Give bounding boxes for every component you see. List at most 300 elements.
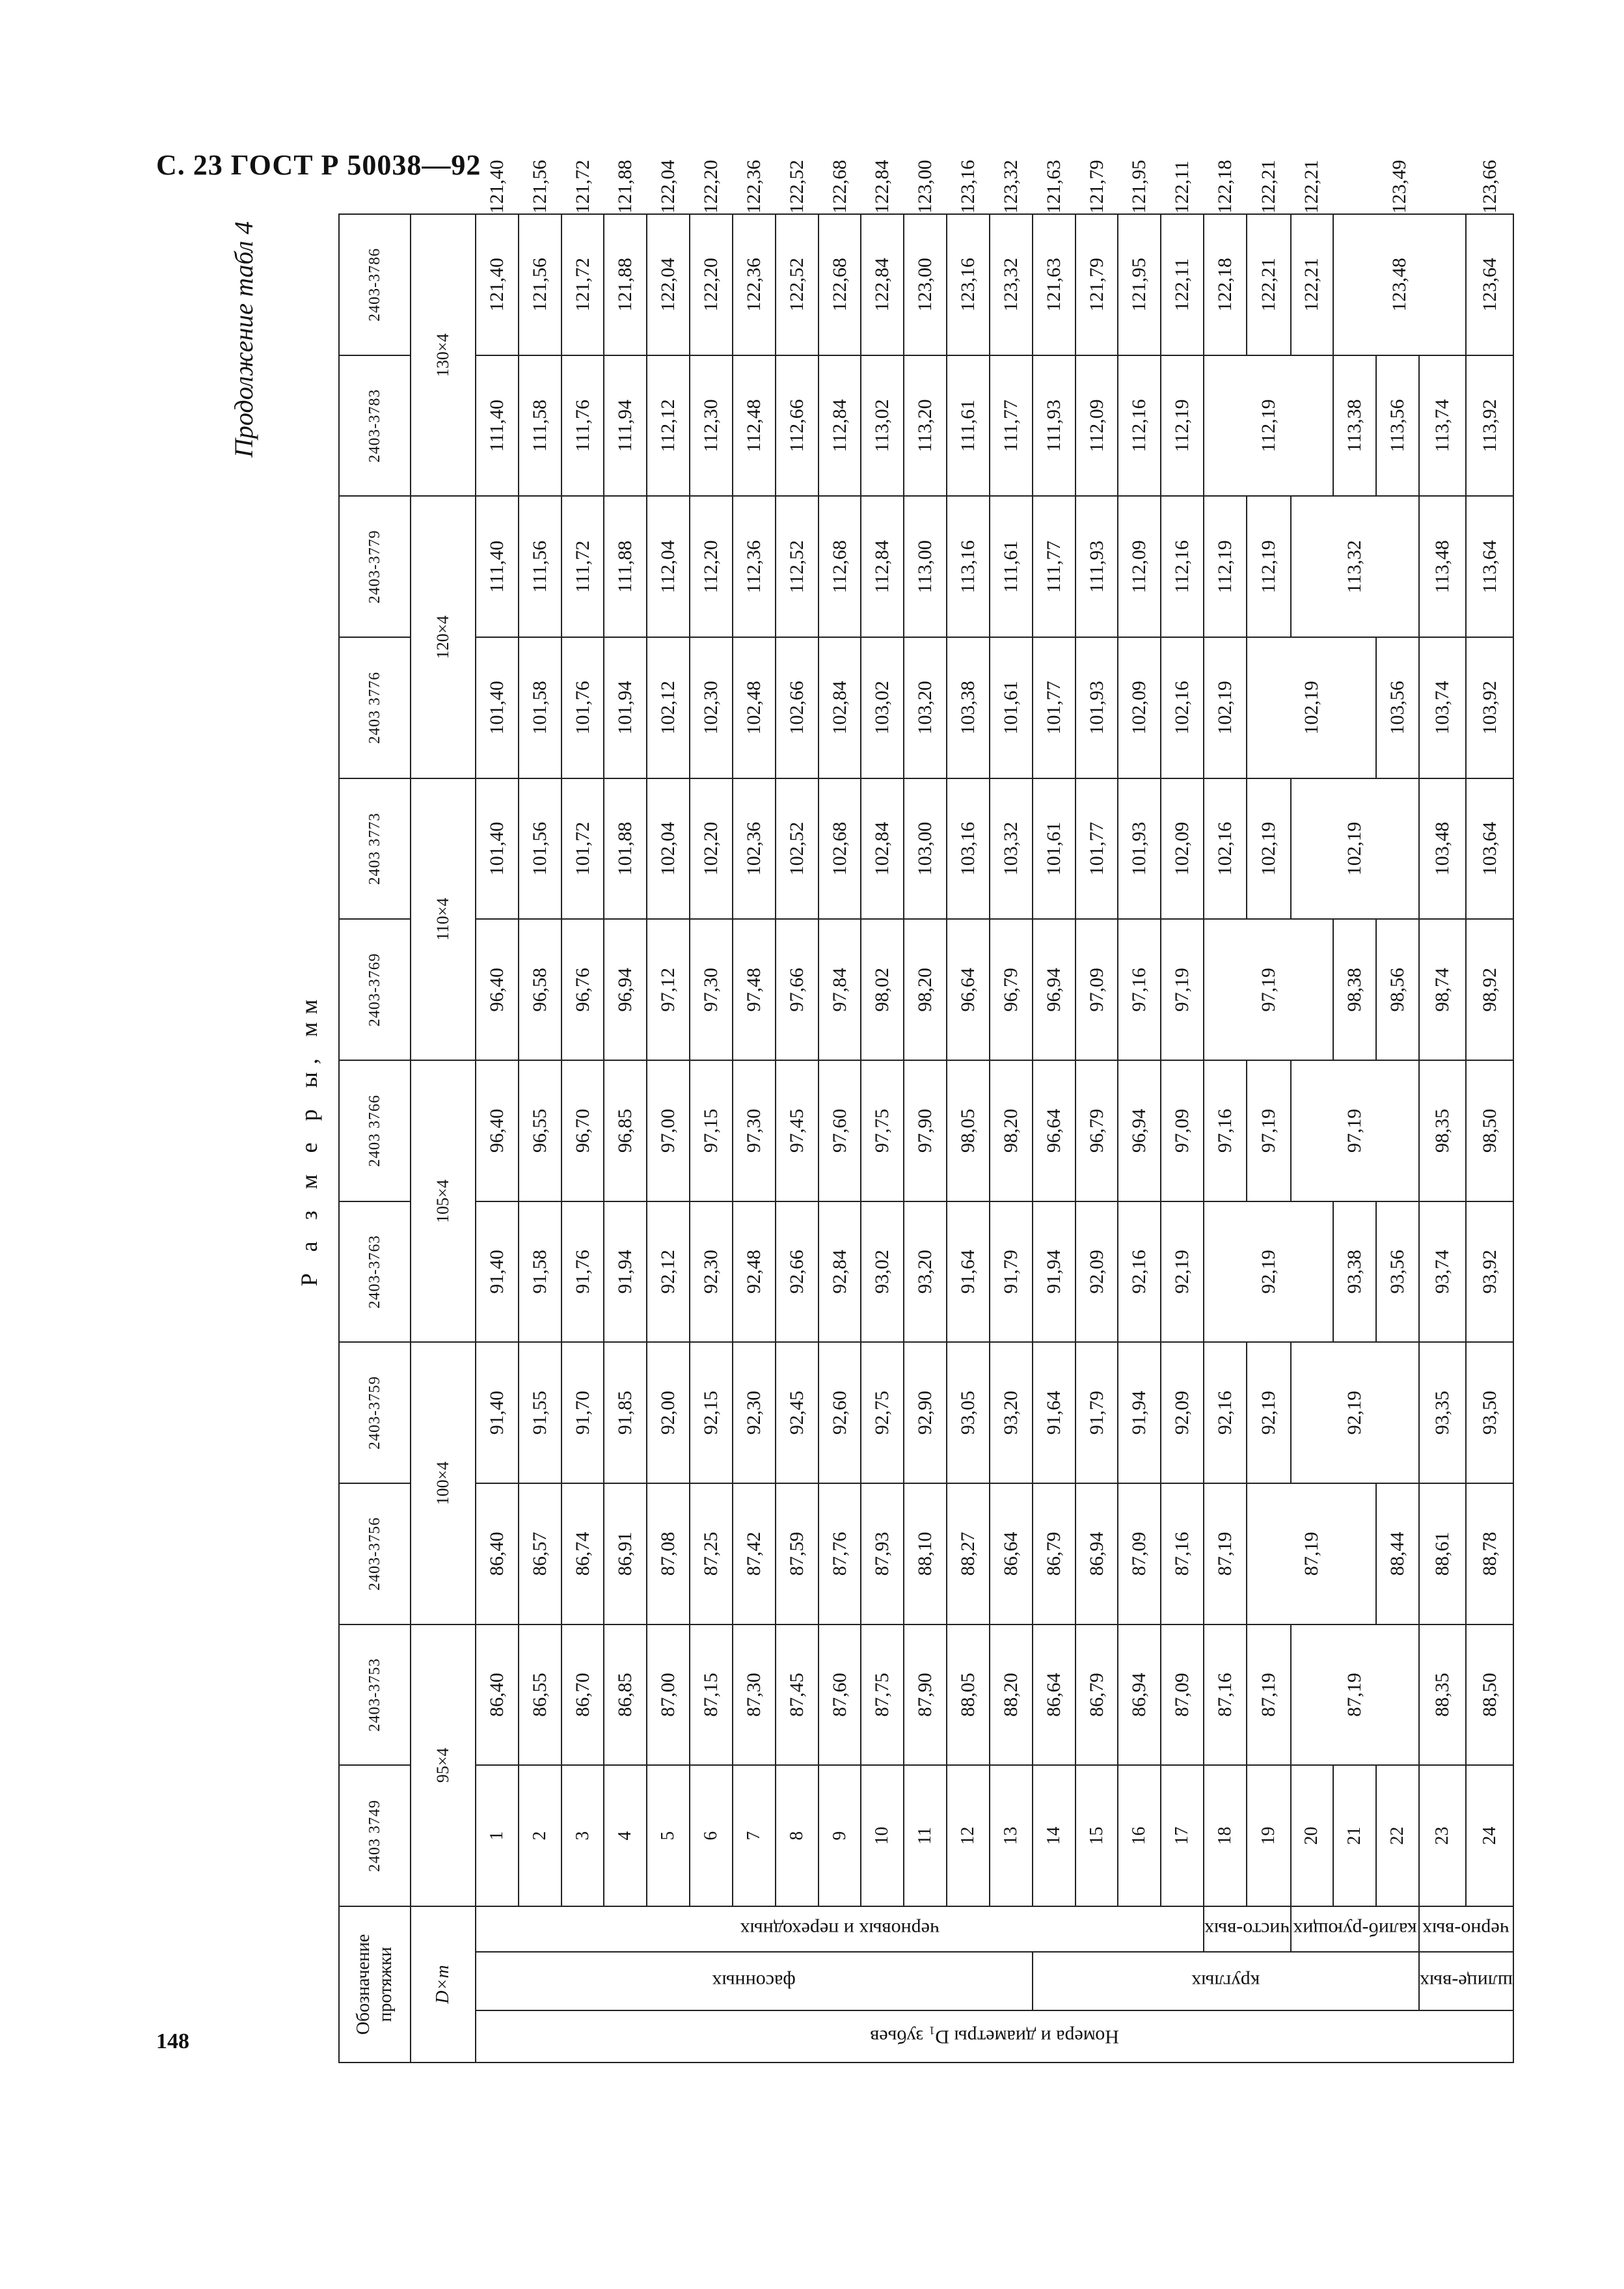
row-number: 24 [1466,1765,1513,1906]
value-cell: 93,20 [990,1342,1033,1483]
code-header: 2403 3766 [339,1060,411,1201]
value-cell: 87,25 [690,1483,733,1624]
table-row: 16 86,94 87,09 91,94 92,16 96,94 97,16 101,93 102,09 112,09 112,16 121,95 121,95 [1118,214,1161,2063]
value-cell: 97,75 [861,1060,904,1201]
designation-header: Обозначение протяжки [339,1906,411,2063]
value-cell: 112,36 [733,496,776,637]
value-cell: 88,61 [1419,1483,1466,1624]
value-cell: 113,38 [1333,355,1376,497]
value-cell: 86,74 [562,1483,604,1624]
value-cell: 87,75 [861,1624,904,1766]
value-cell: 92,84 [819,1201,861,1343]
value-cell: 86,94 [1076,1483,1118,1624]
value-cell: 92,45 [776,1342,819,1483]
value-cell: 98,20 [904,919,947,1060]
value-cell: 102,30 [690,637,733,778]
value-cell: 86,64 [1033,1624,1076,1766]
value-cell: 88,44 [1376,1483,1419,1624]
value-cell: 113,48 [1419,496,1466,637]
value-cell: 93,56 [1376,1201,1419,1343]
value-cell: 97,90 [904,1060,947,1201]
row-number: 14 [1033,1765,1076,1906]
value-cell: 112,84 [819,355,861,497]
code-header: 2403-3756 [339,1483,411,1624]
value-cell: 122,21 [1247,214,1291,355]
table-body [476,159,1513,2063]
value-cell: 92,09 [1161,1342,1204,1483]
value-cell: 97,12 [647,919,690,1060]
value-cell: 103,02 [861,637,904,778]
value-cell: 111,56 [519,496,562,637]
value-cell: 97,30 [690,919,733,1060]
value-cell: 121,56 [519,214,562,355]
value-cell: 112,19 [1247,496,1291,637]
value-cell: 96,94 [1033,919,1076,1060]
value-cell: 88,50 [1466,1624,1513,1766]
value-cell: 92,60 [819,1342,861,1483]
table-row: 2 86,55 86,57 91,55 91,58 96,55 96,58 101,56 101,58 111,56 111,58 121,56 121,56 [519,214,562,2063]
value-cell: 88,27 [947,1483,990,1624]
value-cell: 91,40 [476,1342,519,1483]
code-header: 2403 3776 [339,637,411,778]
value-cell: 121,88 [604,214,647,355]
value-cell: 98,38 [1333,919,1376,1060]
value-cell: 121,72 [562,214,604,355]
table-row: 4 86,85 86,91 91,85 91,94 96,85 96,94 101,88 101,94 111,88 111,94 121,88 121,88 [604,214,647,2063]
value-cell: 93,50 [1466,1342,1513,1483]
row-number: 23 [1419,1765,1466,1906]
group-outer: фасонных [476,1952,1033,2010]
value-cell: 97,60 [819,1060,861,1201]
value-cell: 111,40 [476,355,519,497]
value-cell: 86,40 [476,1624,519,1766]
value-cell: 96,64 [947,919,990,1060]
value-cell: 101,61 [990,637,1033,778]
value-cell: 112,68 [819,496,861,637]
dxm-header: D×m [411,1906,476,2063]
value-cell: 122,36 [733,214,776,355]
value-cell: 122,21 [1291,214,1334,355]
table-row: 24 88,50 88,78 93,50 93,92 98,50 98,92 103,64 103,92 113,64 113,92 123,64 123,66 [1466,214,1513,2063]
group-inner: черновых и переходных [476,1906,1204,1952]
value-cell: 103,56 [1376,637,1419,778]
value-cell: 121,95 [1118,214,1161,355]
value-cell: 92,19 [1291,1342,1419,1483]
value-cell: 122,11 [1161,214,1204,355]
value-cell: 98,74 [1419,919,1466,1060]
value-cell: 86,79 [1076,1624,1118,1766]
value-cell: 102,48 [733,637,776,778]
value-cell: 103,92 [1466,637,1513,778]
value-cell: 97,30 [733,1060,776,1201]
value-cell: 111,58 [519,355,562,497]
page-number: 148 [156,2029,189,2053]
group-inner: черно-вых [1419,1906,1513,1952]
row-number: 22 [1376,1765,1419,1906]
value-cell: 87,60 [819,1624,861,1766]
value-cell: 103,64 [1466,778,1513,920]
value-cell: 112,48 [733,355,776,497]
value-cell: 93,92 [1466,1201,1513,1343]
value-cell: 98,35 [1419,1060,1466,1201]
group-outer: круглых [1033,1952,1419,2010]
value-cell: 91,94 [1033,1201,1076,1343]
value-cell: 96,76 [562,919,604,1060]
value-cell: 112,30 [690,355,733,497]
value-cell: 97,16 [1204,1060,1247,1201]
value-cell: 111,40 [476,496,519,637]
code-header: 2403 3773 [339,778,411,920]
value-cell: 112,20 [690,496,733,637]
value-cell: 121,40 [476,214,519,355]
row-number: 5 [647,1765,690,1906]
value-cell: 91,79 [1076,1342,1118,1483]
value-cell: 86,91 [604,1483,647,1624]
value-cell: 102,68 [819,778,861,920]
value-cell: 87,90 [904,1624,947,1766]
value-cell: 122,52 [776,214,819,355]
group-outer: шлице-вых [1419,1952,1513,2010]
value-cell: 92,19 [1247,1342,1291,1483]
table-row: калиб-рующих 20 87,19 92,19 97,19 102,19 113,32 122,21 122,21 [1291,214,1334,2063]
value-cell: 97,15 [690,1060,733,1201]
value-cell: 87,93 [861,1483,904,1624]
value-cell: 112,16 [1118,355,1161,497]
value-cell: 91,64 [947,1201,990,1343]
value-cell: 123,00 [904,214,947,355]
value-cell: 87,09 [1161,1624,1204,1766]
value-cell: 102,84 [819,637,861,778]
table-row: 17 87,09 87,16 92,09 92,19 97,09 97,19 102,09 102,16 112,16 112,19 122,11 122,11 [1161,214,1204,2063]
value-cell: 101,93 [1118,778,1161,920]
value-cell: 87,09 [1118,1483,1161,1624]
value-cell: 122,68 [819,214,861,355]
table-row: 12 88,05 88,27 93,05 91,64 98,05 96,64 103,16 103,38 113,16 111,61 123,16 123,16 [947,214,990,2063]
value-cell: 97,66 [776,919,819,1060]
value-cell: 112,52 [776,496,819,637]
value-cell: 123,32 [990,214,1033,355]
value-cell: 102,16 [1204,778,1247,920]
value-cell: 96,64 [1033,1060,1076,1201]
continuation-label: Продолжение табл 4 [229,221,258,458]
value-cell: 87,30 [733,1624,776,1766]
module-header: 110×4 [411,778,476,1060]
value-cell: 86,40 [476,1483,519,1624]
value-cell: 101,56 [519,778,562,920]
value-cell: 86,79 [1033,1483,1076,1624]
value-cell: 102,16 [1161,637,1204,778]
code-header: 2403-3753 [339,1624,411,1766]
table-row: 3 86,70 86,74 91,70 91,76 96,70 96,76 101,72 101,76 111,72 111,76 121,72 121,72 [562,214,604,2063]
table-row: 10 87,75 87,93 92,75 93,02 97,75 98,02 102,84 103,02 112,84 113,02 122,84 122,84 [861,214,904,2063]
value-cell: 102,52 [776,778,819,920]
value-cell: 101,40 [476,637,519,778]
value-cell: 103,48 [1419,778,1466,920]
value-cell: 103,74 [1419,637,1466,778]
row-number: 19 [1247,1765,1291,1906]
value-cell: 97,16 [1118,919,1161,1060]
value-cell: 88,05 [947,1624,990,1766]
value-cell: 96,70 [562,1060,604,1201]
value-cell: 102,12 [647,637,690,778]
value-cell: 112,19 [1204,355,1333,497]
value-cell: 102,84 [861,778,904,920]
value-cell: 102,19 [1204,637,1247,778]
value-cell: 97,19 [1291,1060,1419,1201]
row-number: 12 [947,1765,990,1906]
value-cell: 92,75 [861,1342,904,1483]
value-cell: 93,05 [947,1342,990,1483]
module-header: 105×4 [411,1060,476,1342]
value-cell: 91,79 [990,1201,1033,1343]
value-cell: 111,61 [947,355,990,497]
value-cell: 92,48 [733,1201,776,1343]
value-cell: 92,66 [776,1201,819,1343]
value-cell: 87,19 [1204,1483,1247,1624]
value-cell: 91,64 [1033,1342,1076,1483]
value-cell: 102,36 [733,778,776,920]
row-number: 9 [819,1765,861,1906]
value-cell: 101,72 [562,778,604,920]
value-cell: 101,61 [1033,778,1076,920]
table-row: 21 93,38 98,38 113,38 123,48 123,49 [1333,214,1376,2063]
value-cell: 113,56 [1376,355,1419,497]
value-cell: 92,30 [733,1342,776,1483]
table-row [1419,214,1466,2063]
value-cell: 92,16 [1118,1201,1161,1343]
value-cell: 92,30 [690,1201,733,1343]
value-cell: 91,76 [562,1201,604,1343]
value-cell: 113,00 [904,496,947,637]
code-header: 2403 3749 [339,1765,411,1906]
value-cell: 98,05 [947,1060,990,1201]
table-row: круглых 14 86,64 86,79 91,64 91,94 96,64 96,94 101,61 101,77 111,77 111,93 121,63 121,63 [1033,214,1076,2063]
value-cell: 92,19 [1161,1201,1204,1343]
value-cell: 91,58 [519,1201,562,1343]
value-cell: 92,15 [690,1342,733,1483]
value-cell: 93,74 [1419,1201,1466,1343]
row-number: 6 [690,1765,733,1906]
value-cell: 111,76 [562,355,604,497]
value-cell: 101,77 [1076,778,1118,920]
value-cell: 102,09 [1118,637,1161,778]
value-cell: 112,66 [776,355,819,497]
value-cell: 101,88 [604,778,647,920]
value-cell: 92,00 [647,1342,690,1483]
value-cell: 87,19 [1291,1624,1419,1766]
table-row: чисто-вых 18 87,16 87,19 92,16 92,19 97,16 97,19 102,16 102,19 112,19 112,19 122,18 122,18 [1204,214,1247,2063]
value-cell: 87,76 [819,1483,861,1624]
value-cell: 86,70 [562,1624,604,1766]
value-cell: 111,93 [1033,355,1076,497]
value-cell: 122,04 [647,214,690,355]
value-cell: 101,40 [476,778,519,920]
row-number: 2 [519,1765,562,1906]
value-cell: 103,00 [904,778,947,920]
value-cell: 111,94 [604,355,647,497]
value-cell: 112,09 [1118,496,1161,637]
value-cell: 96,58 [519,919,562,1060]
table-row: 13 88,20 86,64 93,20 91,79 98,20 96,79 103,32 101,61 111,61 111,77 123,32 123,32 [990,214,1033,2063]
value-cell: 102,19 [1291,778,1419,920]
value-cell: 122,18 [1204,214,1247,355]
code-header: 2403-3786 [339,214,411,355]
value-cell: 97,00 [647,1060,690,1201]
value-cell: 122,84 [861,214,904,355]
value-cell: 123,48 [1333,214,1466,355]
row-number: 7 [733,1765,776,1906]
row-number: 18 [1204,1765,1247,1906]
table-row: 15 86,79 86,94 91,79 92,09 96,79 97,09 101,77 101,93 111,93 112,09 121,79 121,79 [1076,214,1118,2063]
value-cell: 91,40 [476,1201,519,1343]
value-cell: 112,04 [647,496,690,637]
value-cell: 112,12 [647,355,690,497]
value-cell: 103,32 [990,778,1033,920]
value-cell: 86,85 [604,1624,647,1766]
value-cell: 113,64 [1466,496,1513,637]
row-number: 20 [1291,1765,1334,1906]
value-cell: 86,55 [519,1624,562,1766]
value-cell: 96,85 [604,1060,647,1201]
value-cell: 87,15 [690,1624,733,1766]
code-header: 2403-3779 [339,496,411,637]
row-number: 13 [990,1765,1033,1906]
value-cell: 113,74 [1419,355,1466,497]
table-row: 7 87,30 87,42 92,30 92,48 97,30 97,48 102,36 102,48 112,36 112,48 122,36 122,36 [733,214,776,2063]
value-cell: 92,12 [647,1201,690,1343]
value-cell: 96,94 [604,919,647,1060]
table-row: 5 87,00 87,08 92,00 92,12 97,00 97,12 102,04 102,12 112,04 112,12 122,04 122,04 [647,214,690,2063]
value-cell: 88,78 [1466,1483,1513,1624]
value-cell: 96,94 [1118,1060,1161,1201]
value-cell: 98,50 [1466,1060,1513,1201]
value-cell: 87,42 [733,1483,776,1624]
value-cell: 88,10 [904,1483,947,1624]
value-cell: 93,20 [904,1201,947,1343]
value-cell: 97,45 [776,1060,819,1201]
row-number: 4 [604,1765,647,1906]
value-cell: 102,04 [647,778,690,920]
value-cell: 87,16 [1204,1624,1247,1766]
value-cell: 87,59 [776,1483,819,1624]
value-cell: 123,16 [947,214,990,355]
value-cell: 98,02 [861,919,904,1060]
value-cell: 97,48 [733,919,776,1060]
value-cell: 98,20 [990,1060,1033,1201]
value-cell: 112,16 [1161,496,1204,637]
value-cell: 88,35 [1419,1624,1466,1766]
value-cell: 92,90 [904,1342,947,1483]
value-cell: 92,16 [1204,1342,1247,1483]
row-number: 21 [1333,1765,1376,1906]
row-label: Номера и диаметры D₁ зубьев [476,2010,1513,2063]
value-cell: 111,93 [1076,496,1118,637]
value-cell: 101,93 [1076,637,1118,778]
value-cell: 113,92 [1466,355,1513,497]
group-inner: калиб-рующих [1291,1906,1419,1952]
value-cell: 102,09 [1161,778,1204,920]
value-cell: 93,38 [1333,1201,1376,1343]
value-cell: 91,94 [604,1201,647,1343]
value-cell: 112,19 [1161,355,1204,497]
value-cell: 91,55 [519,1342,562,1483]
value-cell: 101,58 [519,637,562,778]
group-inner: чисто-вых [1204,1906,1290,1952]
value-cell: 123,64 [1466,214,1513,355]
value-cell: 103,20 [904,637,947,778]
value-cell: 88,20 [990,1624,1033,1766]
value-cell: 112,09 [1076,355,1118,497]
value-cell: 111,77 [990,355,1033,497]
value-cell: 102,20 [690,778,733,920]
value-cell: 96,79 [1076,1060,1118,1201]
value-cell: 111,77 [1033,496,1076,637]
value-cell: 97,84 [819,919,861,1060]
value-cell: 113,16 [947,496,990,637]
value-cell: 111,88 [604,496,647,637]
value-cell: 97,19 [1161,919,1204,1060]
table-row: 19 87,19 87,19 92,19 97,19 102,19 102,19 112,19 122,21 122,21 [1247,214,1291,2063]
value-cell: 102,19 [1247,637,1376,778]
value-cell: 91,85 [604,1342,647,1483]
value-cell: 87,00 [647,1624,690,1766]
value-cell: 121,63 [1033,214,1076,355]
value-cell: 91,70 [562,1342,604,1483]
value-cell: 87,19 [1247,1624,1291,1766]
value-cell: 121,79 [1076,214,1118,355]
value-cell: 103,38 [947,637,990,778]
page-header: С. 23 ГОСТ Р 50038—92 [156,149,481,181]
row-number: 17 [1161,1765,1204,1906]
value-cell: 93,02 [861,1201,904,1343]
value-cell: 98,56 [1376,919,1419,1060]
value-cell: 92,09 [1076,1201,1118,1343]
module-header: 100×4 [411,1342,476,1624]
value-cell: 96,40 [476,1060,519,1201]
value-cell: 122,20 [690,214,733,355]
value-cell: 101,94 [604,637,647,778]
value-cell: 86,64 [990,1483,1033,1624]
value-cell: 86,57 [519,1483,562,1624]
sizes-caption: Р а з м е р ы, мм [296,991,322,1287]
code-header: 2403-3783 [339,355,411,497]
row-number: 1 [476,1765,519,1906]
value-cell: 102,19 [1247,778,1291,920]
value-cell: 113,32 [1291,496,1419,637]
row-number: 16 [1118,1765,1161,1906]
value-cell: 86,94 [1118,1624,1161,1766]
value-cell: 92,19 [1204,1201,1333,1343]
value-cell: 103,16 [947,778,990,920]
value-cell: 112,84 [861,496,904,637]
row-number: 10 [861,1765,904,1906]
module-header: 120×4 [411,496,476,778]
module-header: 95×4 [411,1624,476,1906]
table-row: 11 87,90 88,10 92,90 93,20 97,90 98,20 103,00 103,20 113,00 113,20 123,00 123,00 [904,214,947,2063]
table-row: 6 87,15 87,25 92,15 92,30 97,15 97,30 102,20 102,30 112,20 112,30 122,20 122,20 [690,214,733,2063]
value-cell: 96,40 [476,919,519,1060]
value-cell: 98,92 [1466,919,1513,1060]
value-cell: 97,09 [1076,919,1118,1060]
row-number: 11 [904,1765,947,1906]
table-row: 9 87,60 87,76 92,60 92,84 97,60 97,84 102,68 102,84 112,68 112,84 122,68 122,68 [819,214,861,2063]
code-header: 2403-3759 [339,1342,411,1483]
value-cell: 91,94 [1118,1342,1161,1483]
value-cell: 112,19 [1204,496,1247,637]
value-cell: 113,02 [861,355,904,497]
value-cell: 111,61 [990,496,1033,637]
value-cell: 87,16 [1161,1483,1204,1624]
